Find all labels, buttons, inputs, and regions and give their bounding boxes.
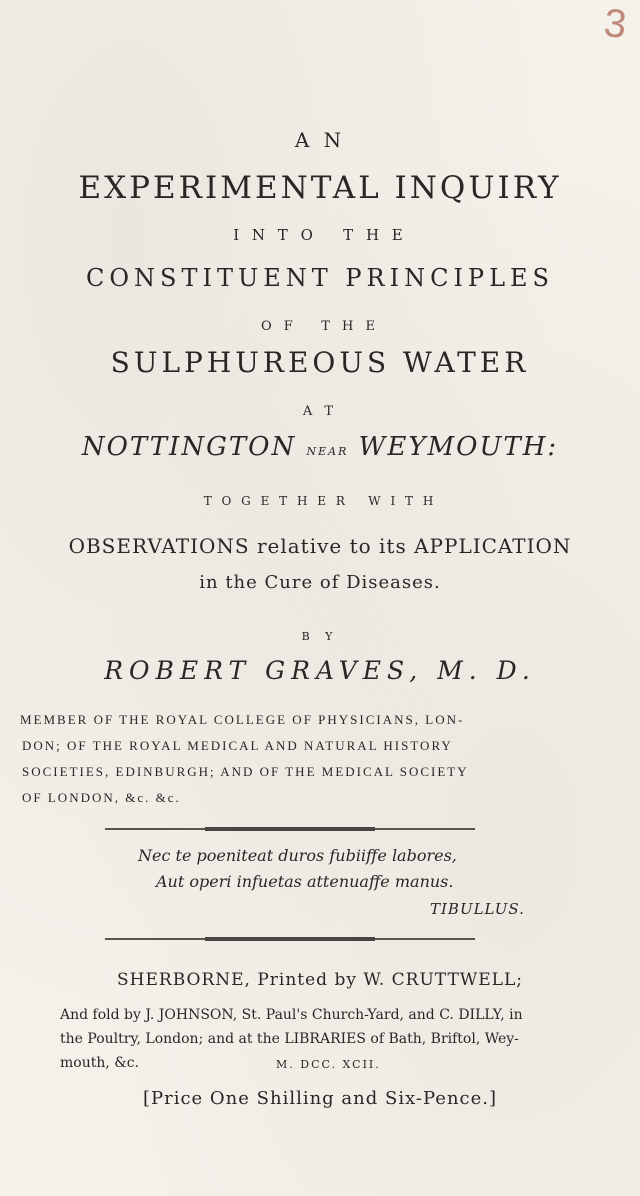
title-cure-of-diseases: in the Cure of Diseases. — [199, 572, 441, 593]
corner-mark: 3 — [601, 0, 629, 48]
epigraph-attribution: TIBULLUS. — [430, 900, 525, 918]
author-credentials-2: DON; OF THE ROYAL MEDICAL AND NATURAL HISTORY — [22, 738, 453, 753]
imprint-printer: SHERBORNE, Printed by W. CRUTTWELL; — [117, 970, 523, 990]
author-credentials-1: MEMBER OF THE ROYAL COLLEGE OF PHYSICIANS, LON- — [20, 712, 465, 727]
divider-bottom-ornament — [205, 937, 375, 941]
author-name: ROBERT GRAVES, M. D. — [104, 656, 536, 685]
imprint-price: [Price One Shilling and Six-Pence.] — [142, 1088, 498, 1109]
title-into-the: I N T O T H E — [233, 226, 407, 244]
title-sulphureous-water: SULPHUREOUS WATER — [110, 346, 530, 379]
epigraph-line-2: Aut operi infuetas attenuaffe manus. — [156, 872, 454, 891]
author-by: B Y — [301, 630, 339, 643]
title-near: NEAR — [306, 445, 349, 458]
epigraph-line-1: Nec te poeniteat duros fubiiffe labores, — [138, 846, 457, 865]
title-place — [0, 432, 640, 462]
title-at: A T — [302, 404, 338, 419]
title-an: A N — [294, 128, 346, 152]
title-of-the: O F T H E — [261, 319, 379, 334]
title-nottington: NOTTINGTON — [81, 432, 297, 462]
imprint-sellers-2: the Poultry, London; and at the LIBRARIES of Bath, Briftol, Wey- — [60, 1031, 519, 1047]
title-experimental-inquiry: EXPERIMENTAL INQUIRY — [78, 170, 562, 206]
author-credentials-4: OF LONDON, &c. &c. — [22, 790, 181, 805]
imprint-year: M. DCC. XCII. — [276, 1058, 381, 1071]
title-constituent-principles: CONSTITUENT PRINCIPLES — [86, 264, 554, 292]
title-observations: OBSERVATIONS relative to its APPLICATION — [68, 534, 572, 558]
imprint-sellers-3: mouth, &c. — [60, 1055, 140, 1071]
imprint-sellers-1: And fold by J. JOHNSON, St. Paul's Church-Yard, and C. DILLY, in — [60, 1007, 523, 1023]
author-credentials-3: SOCIETIES, EDINBURGH; AND OF THE MEDICAL SOCIETY — [22, 764, 469, 779]
title-weymouth: WEYMOUTH: — [358, 432, 559, 462]
divider-top-ornament — [205, 827, 375, 831]
title-together-with: T O G E T H E R W I T H — [203, 494, 437, 508]
